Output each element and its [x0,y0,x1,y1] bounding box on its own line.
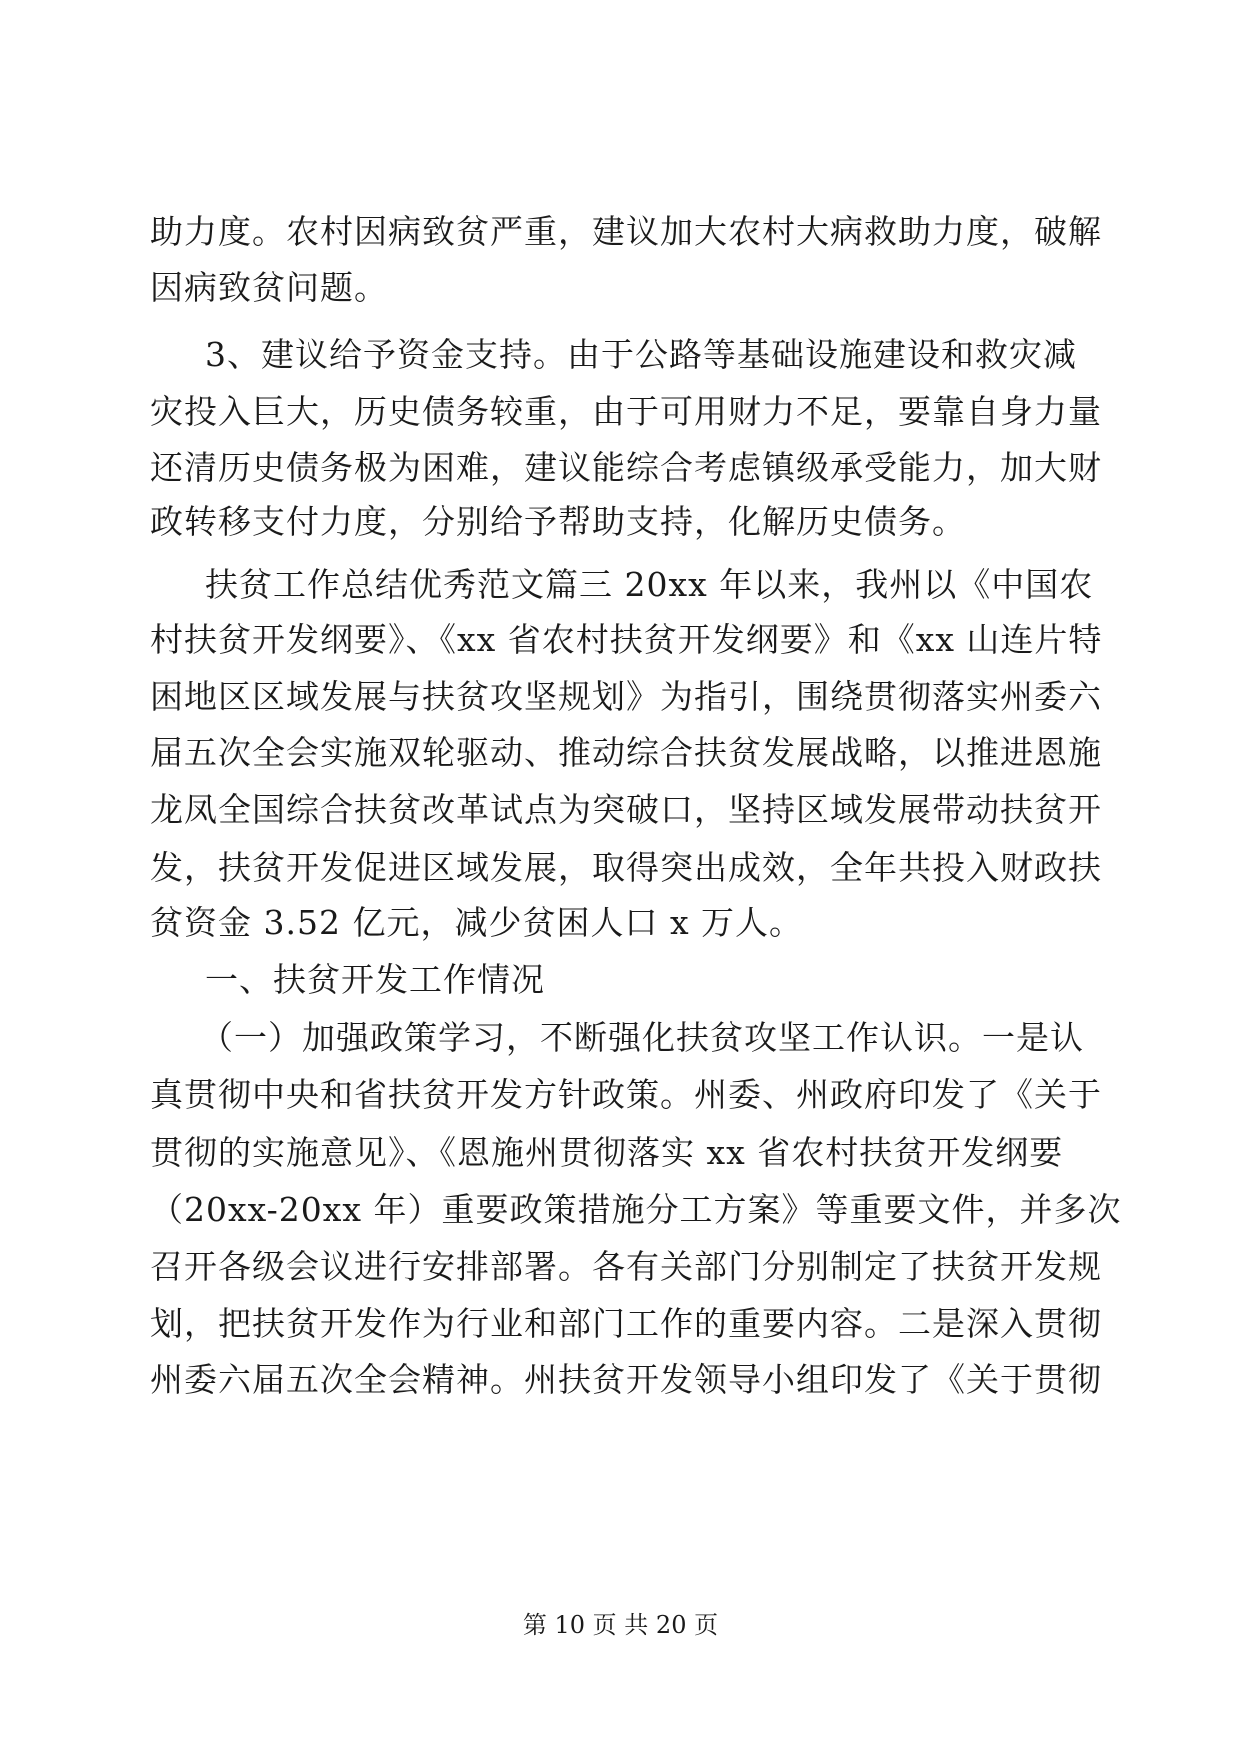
text-line-8: 村扶贫开发纲要》、《xx 省农村扶贫开发纲要》和《xx 山连片特 [150,620,1103,659]
text-line-6: 政转移支付力度，分别给予帮助支持，化解历史债务。 [150,502,966,541]
text-line-15: （一）加强政策学习，不断强化扶贫攻坚工作认识。一是认 [200,1018,1084,1057]
text-line-11: 龙凤全国综合扶贫改革试点为突破口，坚持区域发展带动扶贫开 [150,790,1102,829]
text-line-7: 扶贫工作总结优秀范文篇三 20xx 年以来，我州以《中国农 [205,565,1094,604]
page-number-footer: 第 10 页 共 20 页 [522,1611,719,1639]
text-line-17: 贯彻的实施意见》、《恩施州贯彻落实 xx 省农村扶贫开发纲要 [150,1133,1064,1172]
text-line-12: 发，扶贫开发促进区域发展，取得突出成效，全年共投入财政扶 [150,848,1102,887]
text-line-16: 真贯彻中央和省扶贫开发方针政策。州委、州政府印发了《关于 [150,1075,1102,1114]
text-line-9: 困地区区域发展与扶贫攻坚规划》为指引，围绕贯彻落实州委六 [150,677,1102,716]
text-line-5: 还清历史债务极为困难，建议能综合考虑镇级承受能力，加大财 [150,448,1102,487]
text-line-2: 因病致贫问题。 [150,268,388,307]
text-line-18: （20xx-20xx 年）重要政策措施分工方案》等重要文件，并多次 [150,1190,1122,1229]
text-line-10: 届五次全会实施双轮驱动、推动综合扶贫发展战略，以推进恩施 [150,733,1102,772]
section-heading: 一、扶贫开发工作情况 [205,960,545,999]
text-line-3: 3、建议给予资金支持。由于公路等基础设施建设和救灾减 [205,335,1077,374]
text-line-20: 划，把扶贫开发作为行业和部门工作的重要内容。二是深入贯彻 [150,1304,1102,1343]
text-line-1: 助力度。农村因病致贫严重，建议加大农村大病救助力度，破解 [150,212,1102,251]
text-line-19: 召开各级会议进行安排部署。各有关部门分别制定了扶贫开发规 [150,1247,1102,1286]
text-line-4: 灾投入巨大，历史债务较重，由于可用财力不足，要靠自身力量 [150,392,1102,431]
text-line-21: 州委六届五次全会精神。州扶贫开发领导小组印发了《关于贯彻 [150,1360,1102,1399]
text-line-13: 贫资金 3.52 亿元，减少贫困人口 x 万人。 [150,903,804,942]
